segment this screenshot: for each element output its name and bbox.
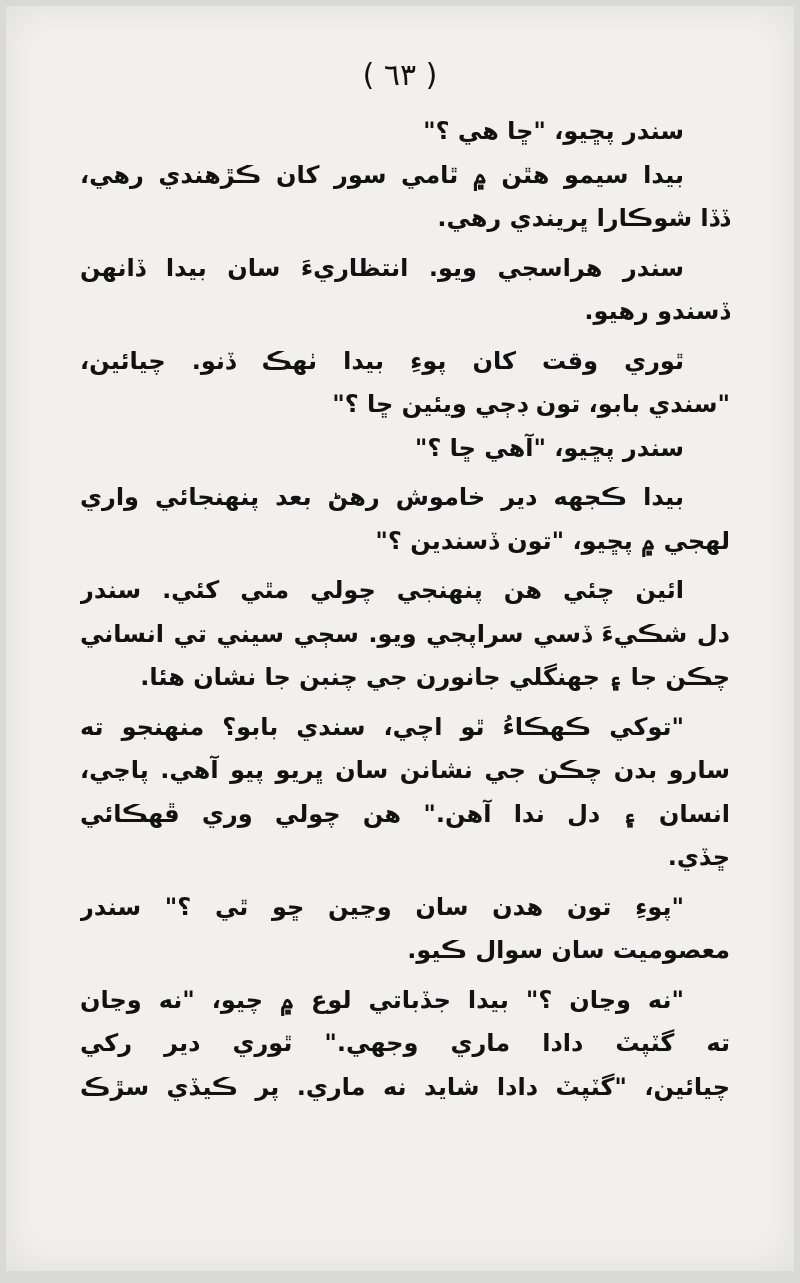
text-line: ڏڏا شوڪارا ڀريندي رهي.	[437, 204, 730, 232]
body-text	[80, 110, 730, 1109]
text-line: چڪن جا ۽ جهنگلي جانورن جي چنبن جا نشان هئا.	[140, 663, 730, 691]
text-line: "توکي ڪهڪاءُ ٿو اچي، سندي بابو؟ منهنجو ته	[80, 712, 684, 741]
text-line: انسان ۽ دل ندا آهن." هن چولي وري ڦهڪائي	[80, 799, 730, 828]
text-line: سندر پڇيو، "ڇا هي ؟"	[423, 117, 684, 145]
text-line: دل شڪيءَ ڏسي سراپجي ويو. سڄي سيني تي انساني	[80, 619, 730, 648]
text-line: ٿوري وقت کان پوءِ بيدا ٺهڪ ڏنو. چيائين،	[80, 346, 684, 375]
page-number: ( ٦٣ )	[362, 58, 438, 93]
text-line: ائين چئي هن پنهنجي چولي مٿي کئي. سندر	[80, 576, 684, 604]
text-line: معصوميت سان سوال ڪيو.	[407, 936, 730, 964]
text-line: لهجي ۾ پڇيو، "تون ڏسندين ؟"	[375, 526, 730, 555]
text-line: ته گٽپٽ دادا ماري وجهي." ٿوري دير رکي	[80, 1029, 730, 1057]
text-line: "پوءِ تون هدن سان وڃين ڇو ٿي ؟" سندر	[80, 892, 684, 921]
text-line: ڏسندو رهيو.	[584, 297, 730, 325]
text-line: "سندي بابو، تون ڊڄي ويئين ڇا ؟"	[332, 390, 730, 418]
text-line: سندر پڇيو، "آهي ڇا ؟"	[414, 433, 684, 462]
text-line: سندر هراسجي ويو. انتظاريءَ سان بيدا ڏانهن	[80, 253, 684, 282]
text-line: "نه وڃان ؟" بيدا جڏباتي لوع ۾ چيو، "نه وڃان	[80, 985, 684, 1014]
text-line: سارو بدن چڪن جي نشانن سان ڀريو پيو آهي. پاڃي،	[80, 756, 730, 784]
text-line: چيائين، "گٽپٽ دادا شايد نه ماري. پر ڪيڏي سڙڪ	[80, 1072, 730, 1101]
text-line: بيدا ڪجهه دير خاموش رهڻ بعد پنهنجائي واري	[80, 483, 684, 511]
text-line: ڇڏي.	[667, 843, 730, 871]
text-line: بيدا سيمو هٿن ۾ ٿامي سور کان ڪڙهندي رهي،	[80, 160, 684, 189]
book-page	[6, 6, 794, 1271]
